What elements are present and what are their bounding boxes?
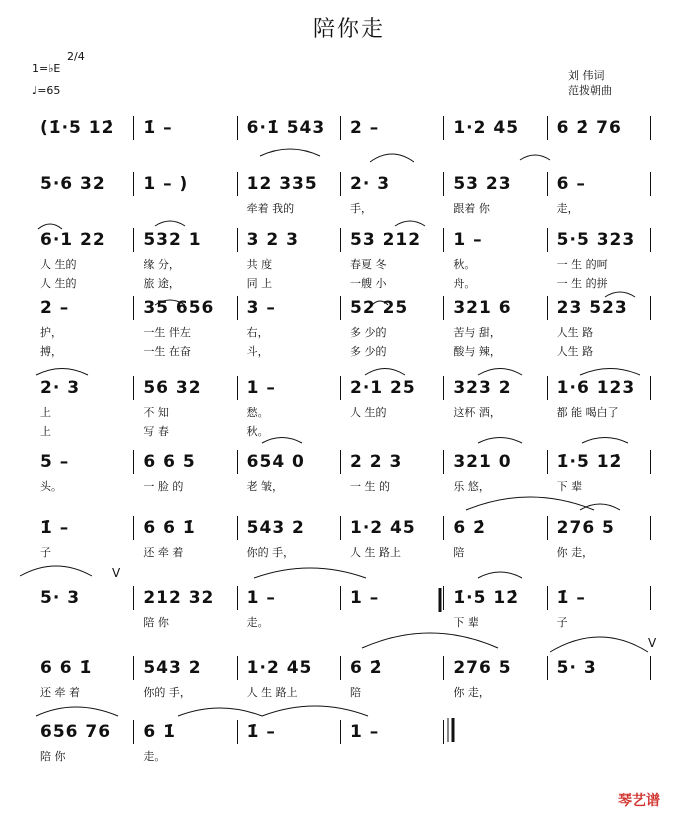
bar-line — [547, 516, 548, 540]
lyric-1: 走。 — [246, 616, 269, 629]
lyric-1: 走。 — [143, 750, 166, 763]
measure-notes: 6 1̇ — [143, 722, 176, 742]
measure — [342, 372, 445, 419]
bar-line — [547, 296, 548, 320]
measure — [445, 112, 548, 144]
bar-line — [133, 656, 134, 680]
measure — [32, 446, 135, 493]
measure-notes: 276 5 — [453, 658, 512, 678]
bar-line — [443, 450, 444, 474]
lyric-1: 多 少的 — [350, 326, 387, 339]
bar-line — [650, 516, 651, 540]
measure — [342, 168, 445, 215]
measure-notes: 1 – — [350, 588, 380, 608]
measure-notes: 5· 3 — [40, 588, 81, 608]
measure-notes: 12 335 — [246, 174, 318, 194]
bar-line — [443, 656, 444, 680]
measure — [549, 446, 652, 493]
measure — [32, 112, 135, 144]
notation-line — [32, 582, 662, 629]
bar-line — [547, 116, 548, 140]
measure-notes: 6 2̇ — [350, 658, 383, 678]
lyric-1: 苦与 甜， — [453, 326, 501, 339]
bar-line — [237, 172, 238, 196]
measure — [32, 372, 135, 438]
measure-notes: 53 212 — [350, 230, 422, 250]
measure — [549, 112, 652, 144]
bar-line — [650, 376, 651, 400]
measure — [549, 652, 652, 684]
song-title: 陪你走 — [312, 17, 385, 42]
bar-line — [237, 228, 238, 252]
measure-notes: 35 656 — [143, 298, 215, 318]
lyric-1: 手， — [350, 202, 372, 215]
lyric-1: 陪 — [350, 686, 361, 699]
measure-notes: 1̇ – — [556, 588, 586, 608]
measure-notes: 1·6 123 — [556, 378, 636, 398]
measure — [549, 372, 652, 419]
bar-line — [547, 450, 548, 474]
measure — [135, 168, 238, 200]
bar-line — [340, 656, 341, 680]
notation-line — [32, 716, 662, 763]
measure-notes: 6 – — [556, 174, 586, 194]
measure-notes: 5· 3 — [556, 658, 597, 678]
measure — [135, 652, 238, 699]
notation-line — [32, 446, 662, 493]
measure — [342, 512, 445, 559]
lyric-2: 一生 在奋 — [143, 345, 191, 358]
lyric-1: 春夏 冬 — [350, 258, 387, 271]
measure — [239, 582, 342, 629]
bar-line — [650, 450, 651, 474]
measure-notes: 1 – — [246, 588, 276, 608]
lyric-2: 舟。 — [453, 277, 476, 290]
bar-line — [133, 228, 134, 252]
measure-notes: 323 2 — [453, 378, 512, 398]
measure-notes: 1·2 45 — [246, 658, 313, 678]
lyric-1: 你 走， — [453, 686, 490, 699]
bar-line — [650, 296, 651, 320]
measure — [549, 168, 652, 215]
bar-line — [650, 116, 651, 140]
measure — [342, 292, 445, 358]
measure-notes: 52 25 — [350, 298, 409, 318]
notation-line — [32, 112, 662, 144]
lyric-1: 人 生 路上 — [246, 686, 298, 699]
lyric-2: 同 上 — [246, 277, 273, 290]
bar-line — [133, 376, 134, 400]
measure-notes: 1̇ – — [40, 518, 70, 538]
measure — [445, 168, 548, 215]
measure-notes: 276 5 — [556, 518, 615, 538]
lyric-2: 搏， — [40, 345, 62, 358]
measure-notes: 2 – — [350, 118, 380, 138]
measure-notes: 6 6 1̇ — [40, 658, 93, 678]
bar-line — [237, 116, 238, 140]
lyric-1: 一 生 的 — [350, 480, 390, 493]
measure — [549, 292, 652, 358]
bar-line — [133, 450, 134, 474]
bar-line — [547, 172, 548, 196]
lyric-2: 一 生 的拼 — [556, 277, 608, 290]
lyric-1: 一 生 的呵 — [556, 258, 608, 271]
bar-line — [340, 720, 341, 744]
measure-notes: 654 0 — [246, 452, 305, 472]
bar-line — [443, 116, 444, 140]
measure — [239, 292, 342, 358]
lyric-1: 跟着 你 — [453, 202, 490, 215]
notation-line — [32, 292, 662, 358]
bar-line — [237, 586, 238, 610]
measure — [445, 372, 548, 419]
notation-line — [32, 652, 662, 699]
measure-notes: 2· 3 — [350, 174, 391, 194]
lyric-2: 多 少的 — [350, 345, 387, 358]
lyric-1: 子 — [556, 616, 568, 629]
lyric-1: 缘 分， — [143, 258, 180, 271]
measure-notes: 2 2 3 — [350, 452, 403, 472]
lyric-1: 右， — [246, 326, 269, 339]
bar-line — [133, 586, 134, 610]
measure-notes: 656 76 — [40, 722, 112, 742]
lyric-1: 共 度 — [246, 258, 273, 271]
measure — [342, 446, 445, 493]
lyric-1: 不 知 — [143, 406, 169, 419]
lyric-2: 人 生的 — [40, 277, 77, 290]
composer-credit: 范拨朝曲 — [568, 84, 612, 97]
lyricist-credit: 刘 伟词 — [568, 69, 605, 82]
measure — [445, 512, 548, 559]
bar-line — [133, 172, 134, 196]
bar-line — [340, 516, 341, 540]
measure — [342, 652, 445, 699]
measure — [342, 716, 445, 748]
lyric-1: 下 辈 — [453, 616, 479, 629]
bar-line — [443, 296, 444, 320]
measure — [239, 446, 342, 493]
measure — [239, 168, 342, 215]
measure — [445, 292, 548, 358]
lyric-1: 头。 — [40, 480, 62, 493]
measure — [32, 512, 135, 559]
lyric-1: 还 牵 着 — [40, 686, 80, 699]
measure-notes: 56 32 — [143, 378, 202, 398]
measure-notes: 321 6 — [453, 298, 512, 318]
lyric-2: 秋。 — [246, 425, 269, 438]
bar-line — [547, 228, 548, 252]
bar-line — [237, 376, 238, 400]
measure — [32, 292, 135, 358]
measure-notes: 3 – — [246, 298, 276, 318]
lyric-1: 还 牵 着 — [143, 546, 184, 559]
bar-line — [237, 450, 238, 474]
bar-line — [133, 720, 134, 744]
bar-line — [650, 228, 651, 252]
measure-notes: 5·5 323 — [556, 230, 636, 250]
measure — [549, 512, 652, 559]
bar-line — [340, 172, 341, 196]
lyric-1: 护， — [40, 326, 62, 339]
measure-notes: 6 6 5 — [143, 452, 196, 472]
lyric-1: 秋。 — [453, 258, 476, 271]
measure-notes: 1·2 45 — [350, 518, 416, 538]
bar-line — [547, 586, 548, 610]
lyric-1: 走， — [556, 202, 579, 215]
bar-line — [237, 296, 238, 320]
bar-line — [340, 450, 341, 474]
measure — [32, 168, 135, 200]
measure — [135, 292, 238, 358]
measure-notes: 6·1 22 — [40, 230, 106, 250]
measure-notes: 2· 3 — [40, 378, 81, 398]
measure — [342, 582, 445, 614]
lyric-1: 下 辈 — [556, 480, 583, 493]
measure-notes: 6·1̇ 543 — [246, 118, 326, 138]
tempo-marking: ♩=65 — [32, 84, 61, 97]
bar-line — [340, 586, 341, 610]
measure-notes: 5·6 32 — [40, 174, 106, 194]
measure-notes: 321 0 — [453, 452, 512, 472]
bar-line — [133, 116, 134, 140]
measure — [135, 224, 238, 290]
lyric-1: 人 生的 — [350, 406, 387, 419]
measure-notes: 543 2 — [246, 518, 305, 538]
measure — [135, 372, 238, 438]
measure — [135, 446, 238, 493]
lyric-1: 上 — [40, 406, 51, 419]
lyric-1: 一生 伴左 — [143, 326, 191, 339]
bar-line — [237, 656, 238, 680]
lyric-2: 写 春 — [143, 425, 169, 438]
lyric-1: 陪 你 — [40, 750, 66, 763]
lyric-1: 陪 你 — [143, 616, 169, 629]
measure — [445, 446, 548, 493]
measure — [135, 582, 238, 629]
lyric-1: 人 生的 — [40, 258, 77, 271]
bar-line — [650, 172, 651, 196]
bar-line — [443, 228, 444, 252]
measure-notes: 1·2 45 — [453, 118, 520, 138]
lyric-1: 你的 手， — [246, 546, 295, 559]
measure-notes: 2·1 25 — [350, 378, 416, 398]
notation-line — [32, 224, 662, 290]
measure-notes: 6 6 1̇ — [143, 518, 196, 538]
measure — [445, 652, 548, 699]
measure-notes: 5 – — [40, 452, 70, 472]
lyric-1: 这杯 酒， — [453, 406, 501, 419]
bar-line — [237, 516, 238, 540]
lyric-2: 一艘 小 — [350, 277, 387, 290]
bar-line — [650, 656, 651, 680]
measure-notes: 23 523 — [556, 298, 628, 318]
measure — [239, 512, 342, 559]
measure-notes: 1 – — [453, 230, 483, 250]
measure-notes: 1̇·5 12̇ — [453, 588, 520, 608]
lyric-1: 你 走， — [556, 546, 594, 559]
measure — [239, 372, 342, 438]
measure — [239, 112, 342, 144]
notation-line — [32, 372, 662, 438]
lyric-1: 陪 — [453, 546, 465, 559]
measure — [239, 224, 342, 290]
measure-notes: 532 1 — [143, 230, 202, 250]
measure — [239, 716, 342, 748]
measure-notes: 1 – — [246, 378, 276, 398]
measure — [32, 716, 135, 763]
bar-line — [133, 296, 134, 320]
key-signature: 1=♭E — [32, 62, 61, 75]
measure-notes: 1 – — [350, 722, 380, 742]
measure — [445, 224, 548, 290]
bar-line — [443, 720, 444, 744]
notation-line — [32, 168, 662, 215]
bar-line — [340, 296, 341, 320]
measure-notes: 53 23 — [453, 174, 512, 194]
measure — [549, 582, 652, 629]
bar-line — [650, 586, 651, 610]
lyric-1: 愁。 — [246, 406, 269, 419]
bar-line — [340, 376, 341, 400]
measure-notes: 2 – — [40, 298, 70, 318]
lyric-2: 旅 途， — [143, 277, 180, 290]
notation-line — [32, 512, 662, 559]
measure — [445, 582, 548, 629]
lyric-1: 人 生 路上 — [350, 546, 401, 559]
bar-line — [133, 516, 134, 540]
measure — [135, 512, 238, 559]
measure — [135, 716, 238, 763]
bar-line — [443, 516, 444, 540]
lyric-1: 老 皱， — [246, 480, 284, 493]
measure-notes: 1̇ – — [143, 118, 173, 138]
measure — [32, 582, 135, 614]
measure — [32, 224, 135, 290]
measure — [239, 652, 342, 699]
measure-notes: 1̇·5 12̇ — [556, 452, 623, 472]
measure — [135, 112, 238, 144]
watermark-logo: 琴艺谱 — [618, 793, 660, 809]
bar-line — [237, 720, 238, 744]
lyric-1: 子 — [40, 546, 51, 559]
measure-notes: 1̇ – — [246, 722, 276, 742]
measure-notes: 3 2 3 — [246, 230, 299, 250]
measure-notes: 6 2̇ — [453, 518, 486, 538]
lyric-2: 酸与 辣， — [453, 345, 501, 358]
measure-notes: (1̇·5 12̇ — [40, 118, 115, 138]
breath-mark-2: V — [648, 636, 657, 650]
measure — [342, 224, 445, 290]
bar-line — [443, 376, 444, 400]
bar-line — [340, 228, 341, 252]
measure-notes: 543 2 — [143, 658, 202, 678]
measure-notes: 212 32 — [143, 588, 215, 608]
measure — [32, 652, 135, 699]
breath-mark-1: V — [112, 566, 121, 580]
lyric-2: 上 — [40, 425, 51, 438]
lyric-1: 你的 手， — [143, 686, 191, 699]
lyric-1: 都 能 喝白了 — [556, 406, 619, 419]
lyric-1: 一 脸 的 — [143, 480, 184, 493]
lyric-2: 人生 路 — [556, 345, 594, 358]
measure-notes: 1 – ) — [143, 174, 189, 194]
lyric-2: 斗， — [246, 345, 269, 358]
bar-line — [547, 656, 548, 680]
lyric-1: 乐 悠， — [453, 480, 490, 493]
measure — [342, 112, 445, 144]
bar-line — [443, 172, 444, 196]
bar-line — [340, 116, 341, 140]
measure-notes: 6 2̇ 76 — [556, 118, 622, 138]
measure — [549, 224, 652, 290]
time-signature: 2/4 — [67, 50, 85, 63]
bar-line — [443, 586, 444, 610]
lyric-1: 牵着 我的 — [246, 202, 295, 215]
lyric-1: 人生 路 — [556, 326, 594, 339]
bar-line — [547, 376, 548, 400]
